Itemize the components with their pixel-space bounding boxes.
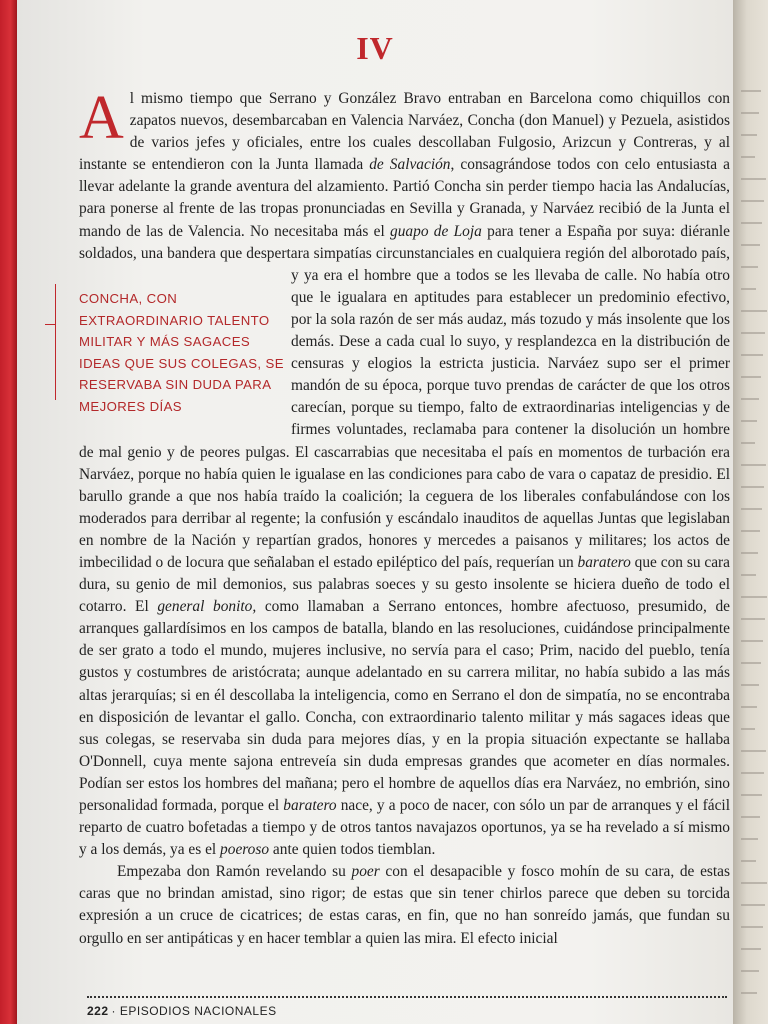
next-page-text-line — [741, 310, 767, 312]
next-page-text-line — [741, 992, 757, 994]
italic-term: poer — [351, 863, 380, 881]
next-page-text-line — [741, 948, 761, 950]
next-page-text-line — [741, 750, 766, 752]
next-page-text-line — [741, 288, 756, 290]
paragraph-2-text: Empezaba don Ramón revelando su poer con el desapacible y fosco mohín de su cara, de estas caras que no brindan amistad, sino rigor; de estas que sin tener chirlos parece que deben su torcida expresión a un cruce de cicatrices; de estas caras, en fin, que no han sonreído jamás, que fundan su orgullo en ser antipáticas y en hacer temblar a quien las mira. El efecto inicial — [79, 863, 731, 947]
next-page-text-line — [741, 442, 755, 444]
next-page-text-line — [741, 618, 765, 620]
next-page-text-line — [741, 486, 764, 488]
body-text — [79, 84, 731, 950]
pull-quote-text: CONCHA, CON EXTRAORDINARIO TALENTO MILITAR Y MÁS SAGACES IDEAS QUE SUS COLEGAS, SE RESERVABA SIN DUDA PARA MEJORES DÍAS — [79, 291, 284, 414]
italic-term: poeroso — [220, 841, 270, 859]
next-page-text-line — [741, 662, 761, 664]
book-page — [17, 0, 733, 1024]
next-page-text-line — [741, 354, 763, 356]
next-page-text-line — [741, 464, 766, 466]
paragraph-1-text: l mismo tiempo que Serrano y González Bravo entraban en Barcelona como chiquillos con zapatos nuevos, desembarcaban en Valencia Narváez, Concha (don Manuel) y Pezuela, asistidos de varios jefes y oficiales, entre los cuales descollaban Fulgosio, Arizcun y Contreras, y al instante se entendieron con la Junta llamada de Salvación, consagrándose todos con celo entusiasta a llevar adelante la grande aventura del alzamiento. Partió Concha sin perder tiempo hacia las Andalucías, para ponerse al frente de las tropas pronunciadas en Sevilla y Granada, y Narváez recibió de la Junta el mando de las de Valencia. No necesitaba más el guapo de Loja para tener a España por suya: diéranle soldados, una bandera que despertara simpatías circunstanciales en cualquiera región del alborotado país, y ya era el hombre que a todos se les llevaba de calle. No había otro que le igualara en aptitudes para establecer un predominio efectivo, por la sola razón de ser más audaz, más tozudo y más insolente que los demás. Dese a cada cual lo suyo, y resplandezca en la distribución de censuras y elogios la estricta justicia. Narváez supo ser el primer mandón de su época, porque tuvo prendas de carácter de que los otros carecían, porque su tiempo, falto de extraordinarias inteligencias y de firmes voluntades, reclamaba para contener la disolución un hombre de mal genio y de peores pulgas. El cascarrabias que necesitaba el país en momentos de turbación era Narváez, porque no había quien le igualase en las condiciones para cabo de vara o capataz de presidio. El barullo grande a que nos había traído la coalición; la ceguera de los liberales confabulándose con los moderados para derribar al regente; la confusión y escándalo inauditos de aquellas Juntas que legislaban en nombre de la Nación y repartían grados, honores y mercedes a paisanos y militares; los actos de imbecilidad o de locura que señalaban el estado epiléptico del país, requerían un baratero que con su cara dura, su genio de mil demonios, sus palabras soeces y su gesto insolente se hiciera dueño de todo el cotarro. El general bonito, como llamaban a Serrano entonces, hombre afectuoso, presumido, de arranques gallardísimos en los campos de batalla, blando en las resoluciones, cuidándose principalmente de ser grato a todo el mundo, mujeres inclusive, no servía para el caso; Prim, nacido del pueblo, tenía gustos y costumbres de aristócrata; aunque adelantado en su carrera militar, no había subido a las más altas jerarquías; si en él descollaba la inteligencia, como en Serrano el don de simpatía, no se encontraba en disposición de levantar el gallo. Concha, con extraordinario talento militar y más sagaces ideas que sus colegas, se reservaba sin duda para mejores días, y en la propia situación expectante se hallaba O'Donnell, cuya mente sajona entreveía sin duda empresas grandes que acometer en días normales. Podían ser estos los hombres del mañana; pero el hombre de aquellos días era Narváez, no embrión, sino personalidad formada, porque el baratero nace, y a poco de nacer, con sólo un par de arranques y el fácil reparto de cuatro bofetadas a tiempo y de otros tantos navajazos oportunos, ya se ha revelado a sí mismo y a los demás, ya es el poeroso ante quien todos tiemblan. — [79, 90, 730, 858]
next-page-text-line — [741, 112, 759, 114]
footer-dotted-rule — [87, 996, 727, 998]
book-cover-edge — [0, 0, 17, 1024]
footer-label — [87, 1004, 277, 1018]
paragraph-2 — [79, 861, 730, 949]
next-page-text-line — [741, 794, 762, 796]
next-page-text-line — [741, 376, 761, 378]
drop-cap: A — [79, 84, 124, 152]
next-page-text-line — [741, 816, 760, 818]
next-page-text-line — [741, 640, 763, 642]
next-page-text-line — [741, 882, 767, 884]
next-page-edge — [733, 0, 768, 1024]
next-page-text-line — [741, 178, 766, 180]
next-page-text-line — [741, 200, 764, 202]
next-page-text-line — [741, 222, 762, 224]
pull-quote-rule — [55, 284, 56, 400]
next-page-text-line — [741, 244, 760, 246]
page-number: 222 — [87, 1004, 109, 1018]
italic-term: general bonito, — [157, 598, 257, 616]
next-page-text-line — [741, 332, 765, 334]
next-page-text-line — [741, 904, 765, 906]
next-page-text-line — [741, 420, 757, 422]
italic-term: de Salvación — [369, 156, 451, 174]
pull-quote-tick — [45, 324, 55, 325]
next-page-text-line — [741, 684, 759, 686]
next-page-text-line — [741, 90, 761, 92]
next-page-text-line — [741, 970, 759, 972]
next-page-text-line — [741, 574, 756, 576]
next-page-text-line — [741, 706, 757, 708]
italic-term: guapo de Loja — [390, 222, 482, 240]
next-page-text-line — [741, 134, 757, 136]
pull-quote-wrap-space — [57, 265, 285, 441]
paragraph-1 — [79, 84, 730, 861]
next-page-text-line — [741, 156, 755, 158]
series-title: EPISODIOS NACIONALES — [119, 1004, 277, 1018]
next-page-text-line — [741, 266, 758, 268]
italic-term: baratero — [283, 797, 337, 814]
italic-term: baratero — [577, 553, 631, 571]
next-page-text-line — [741, 860, 756, 862]
next-page-text-line — [741, 596, 767, 598]
next-page-text-line — [741, 530, 760, 532]
footer-separator: · — [111, 1004, 117, 1018]
next-page-text-line — [741, 772, 764, 774]
next-page-text-line — [741, 926, 763, 928]
next-page-text-line — [741, 508, 762, 510]
next-page-text-line — [741, 552, 758, 554]
next-page-text-line — [741, 838, 758, 840]
page-footer — [87, 996, 727, 1020]
next-page-text-line — [741, 728, 755, 730]
next-page-text-line — [741, 398, 759, 400]
chapter-heading: IV — [356, 30, 394, 66]
